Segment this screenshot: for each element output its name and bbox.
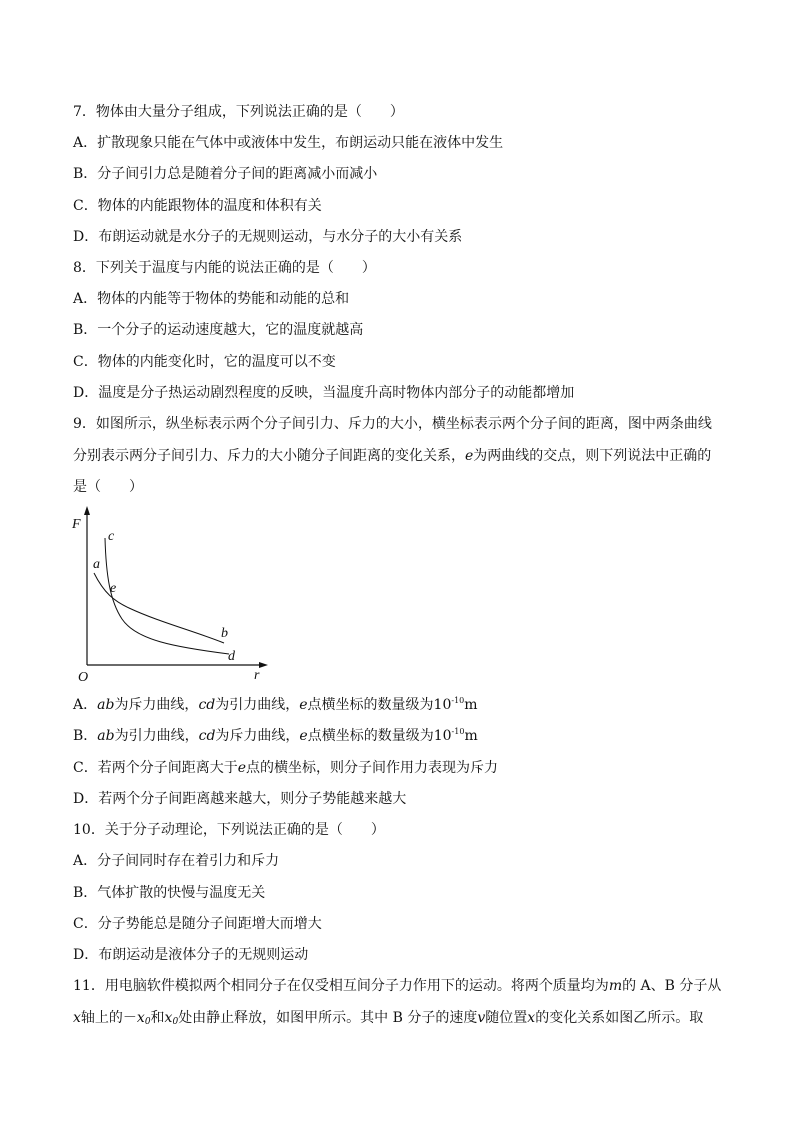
- q9-stem-line-1: 9．如图所示，纵坐标表示两个分子间引力、斥力的大小，横坐标表示两个分子间的距离，图中两条曲线: [73, 416, 712, 432]
- origin-label: O: [78, 670, 89, 685]
- y-axis-arrow-icon: [84, 506, 90, 515]
- q8-option-d: D．温度是分子热运动剧烈程度的反映，当温度升高时物体内部分子的动能都增加: [73, 385, 575, 401]
- q9-stem-var-e: e: [465, 448, 474, 464]
- q7-option-a: A．扩散现象只能在气体中或液体中发生，布朗运动只能在液体中发生: [73, 135, 504, 151]
- q7-stem: 7．物体由大量分子组成，下列说法正确的是（ ）: [73, 104, 404, 120]
- q11-text: 处由静止释放，如图甲所示。其中 B 分子的速度: [178, 1010, 478, 1026]
- exponent: -10: [451, 727, 465, 736]
- q9-stem-line-2: [73, 446, 711, 466]
- subscript: 0: [172, 1017, 179, 1027]
- q11-text-cont: 的 A、B 分子从: [622, 978, 722, 994]
- unit: m: [464, 697, 478, 713]
- curve-cd: [105, 538, 229, 654]
- var-e: e: [299, 697, 308, 713]
- option-text: D．若两个分子间距离越来越大，则分子势能越来越大: [73, 791, 407, 807]
- curve-label-c: c: [108, 529, 115, 544]
- var-x: x: [73, 1010, 81, 1026]
- q11-text: 随位置: [485, 1010, 528, 1026]
- var-e: e: [237, 760, 247, 776]
- option-text: 点的横坐标，则分子间作用力表现为斥力: [246, 760, 499, 776]
- q11-text: 11．用电脑软件模拟两个相同分子在仅受相互间分子力作用下的运动。将两个质量均为: [73, 978, 609, 994]
- q8-stem: 8．下列关于温度与内能的说法正确的是（ ）: [73, 260, 376, 276]
- q7-option-c: C．物体的内能跟物体的温度和体积有关: [73, 198, 322, 214]
- option-text: 点横坐标的数量级为10: [307, 697, 452, 713]
- var-x: x: [527, 1010, 536, 1026]
- q10-option-a: A．分子间同时存在着引力和斥力: [73, 853, 280, 869]
- curve-label-d: d: [228, 649, 235, 664]
- var-ab: ab: [97, 728, 115, 744]
- var-cd: cd: [198, 728, 216, 744]
- curve-label-a: a: [93, 557, 100, 572]
- q9-option-d: [73, 789, 406, 809]
- var-v: v: [477, 1010, 486, 1026]
- force-distance-figure: [64, 505, 274, 685]
- axis-label-r: r: [254, 668, 260, 683]
- option-text: 为斥力曲线，: [215, 728, 300, 744]
- x-axis-arrow-icon: [259, 662, 268, 668]
- q9-stem-text: 分别表示两分子间引力、斥力的大小随分子间距离的变化关系，: [73, 448, 465, 464]
- var-m: m: [608, 978, 623, 994]
- option-text: C．若两个分子间距离大于: [73, 760, 238, 776]
- option-prefix: A．: [73, 697, 98, 713]
- q7-option-b: B．分子间引力总是随着分子间的距离减小而减小: [73, 166, 378, 182]
- curve-label-b: b: [221, 626, 228, 641]
- curve-label-e: e: [110, 581, 117, 596]
- q10-option-b: B．气体扩散的快慢与温度无关: [73, 885, 266, 901]
- q10-option-c: C．分子势能总是随分子间距增大而增大: [73, 916, 322, 932]
- q8-option-a: A．物体的内能等于物体的势能和动能的总和: [73, 291, 350, 307]
- option-text: 为引力曲线，: [215, 697, 300, 713]
- option-text: 点横坐标的数量级为10: [307, 728, 452, 744]
- option-text: 为斥力曲线，: [114, 697, 199, 713]
- var-x0: x: [164, 1010, 173, 1026]
- q9-option-b: [73, 726, 478, 746]
- option-prefix: B．: [73, 728, 98, 744]
- q10-option-d: D．布朗运动是液体分子的无规则运动: [73, 947, 309, 963]
- q9-stem-line-3: 是（ ）: [73, 479, 143, 495]
- q8-option-c: C．物体的内能变化时，它的温度可以不变: [73, 354, 336, 370]
- q11-text: 和: [150, 1010, 165, 1026]
- q9-stem-text-cont: 为两曲线的交点，则下列说法中正确的: [473, 448, 712, 464]
- subscript: 0: [144, 1017, 151, 1027]
- q11-stem-line-2: [73, 1008, 703, 1028]
- q9-option-c: [73, 758, 498, 778]
- option-text: 为引力曲线，: [114, 728, 199, 744]
- q8-option-b: B．一个分子的运动速度越大，它的温度就越高: [73, 322, 364, 338]
- var-e: e: [299, 728, 308, 744]
- var-x0: x: [136, 1010, 145, 1026]
- unit: m: [464, 728, 478, 744]
- q9-option-a: [73, 695, 478, 715]
- axis-label-f: F: [72, 517, 81, 532]
- q10-stem: 10．关于分子动理论，下列说法正确的是（ ）: [73, 822, 385, 838]
- q11-stem-line-1: [73, 976, 721, 996]
- var-ab: ab: [97, 697, 115, 713]
- exponent: -10: [451, 696, 465, 705]
- q11-text: 轴上的－: [80, 1010, 137, 1026]
- var-cd: cd: [198, 697, 216, 713]
- q11-text: 的变化关系如图乙所示。取: [535, 1010, 704, 1026]
- q7-option-d: D．布朗运动就是水分子的无规则运动，与水分子的大小有关系: [73, 229, 463, 245]
